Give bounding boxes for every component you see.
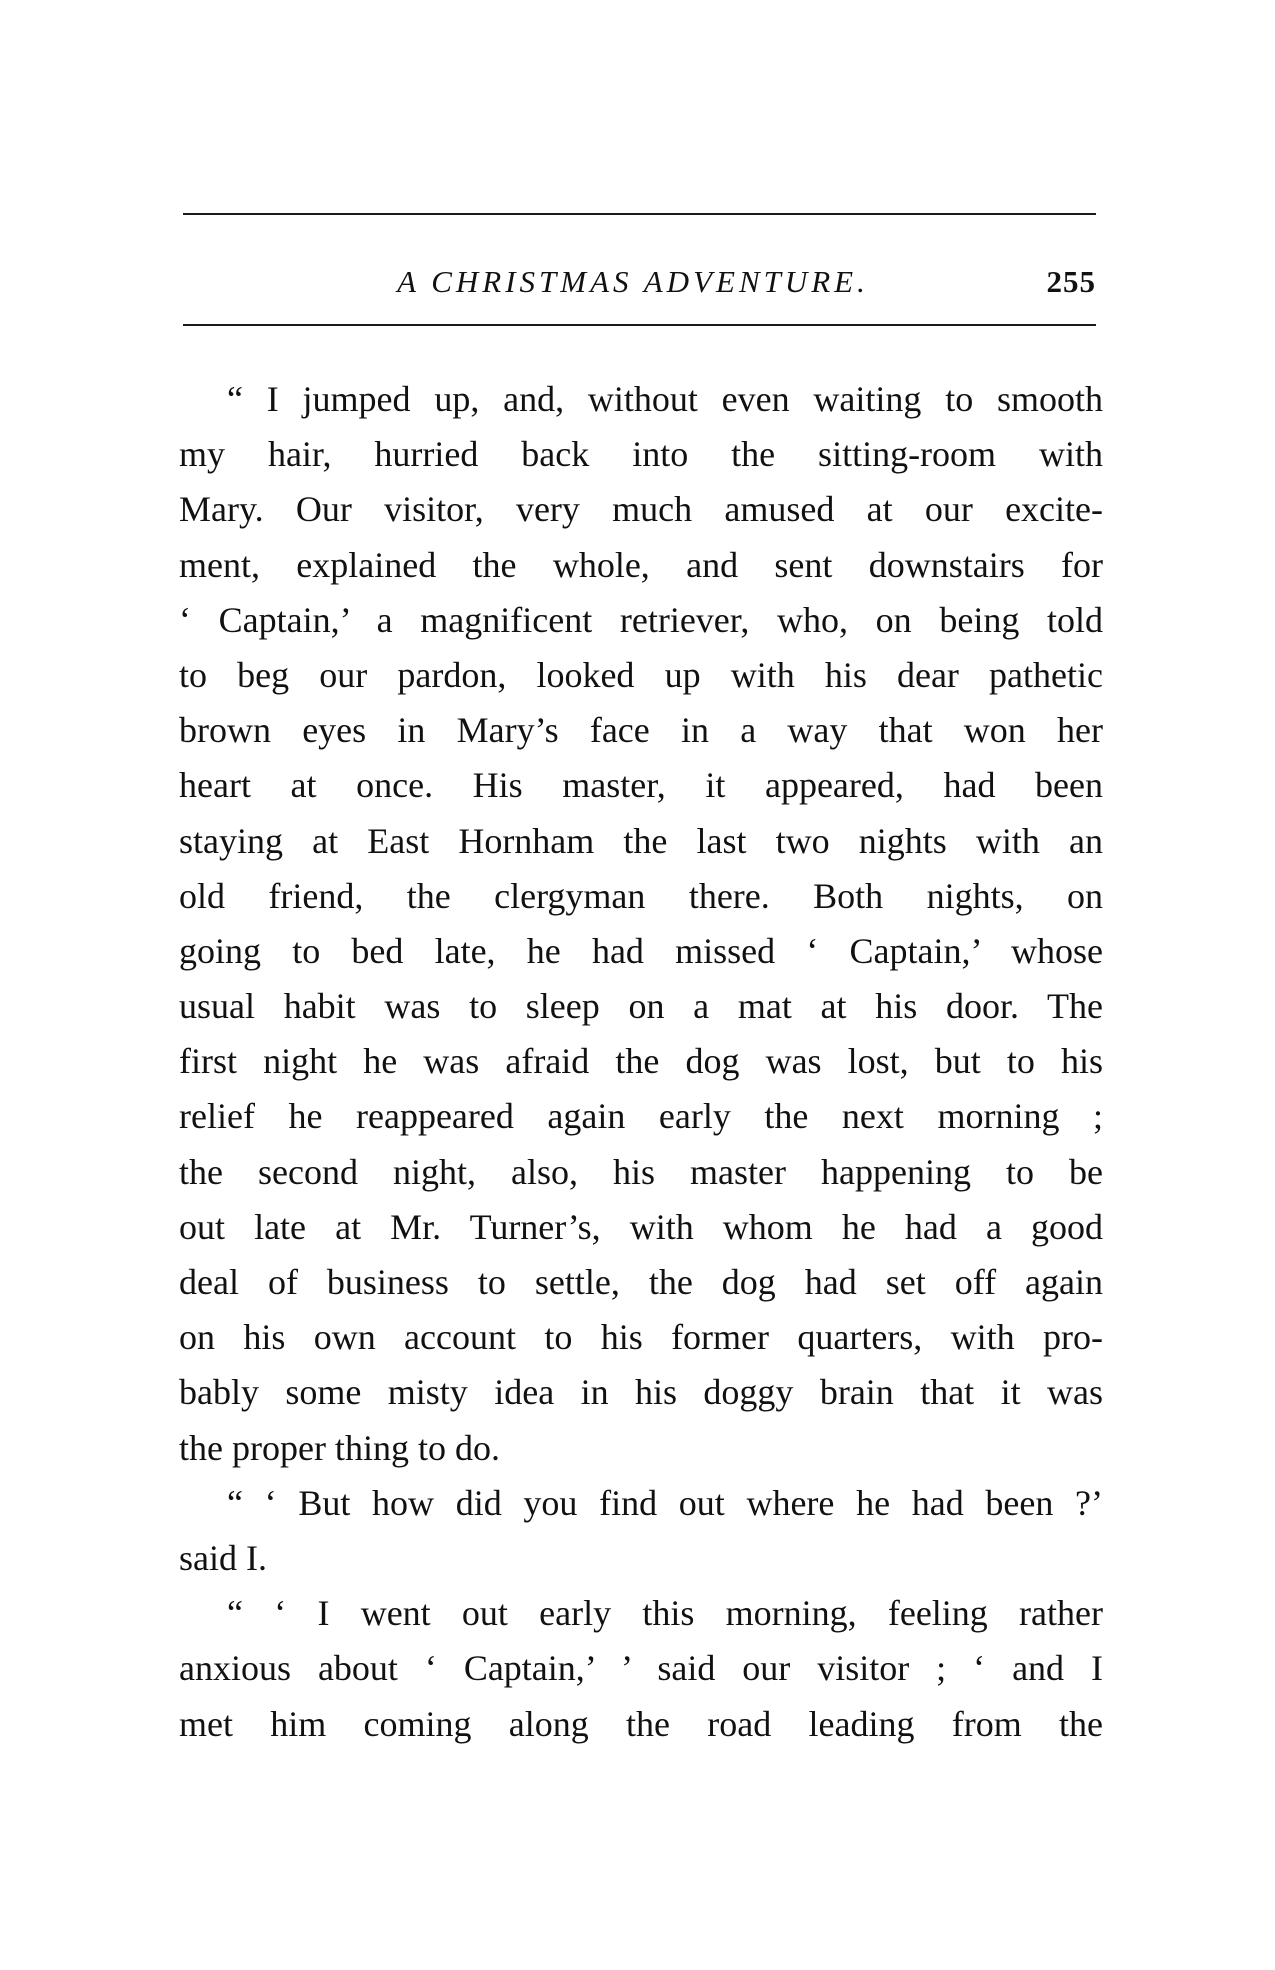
text-line: met him coming along the road leading from the bbox=[179, 1703, 1103, 1744]
text-line: said I. bbox=[179, 1537, 267, 1578]
text-line: anxious about ‘ Captain,’ ’ said our visitor ; ‘ and I bbox=[179, 1648, 1103, 1689]
text-line: “ ‘ But how did you find out where he had been ?’ bbox=[227, 1482, 1103, 1523]
text-line: first night he was afraid the dog was lost, but to his bbox=[179, 1041, 1103, 1082]
body-text bbox=[179, 372, 1103, 1752]
text-line: on his own account to his former quarters, with pro- bbox=[179, 1317, 1103, 1358]
text-line: staying at East Hornham the last two nights with an bbox=[179, 820, 1103, 861]
text-line: “ ‘ I went out early this morning, feeling rather bbox=[227, 1593, 1103, 1634]
running-header bbox=[183, 256, 1096, 306]
running-title: A CHRISTMAS ADVENTURE. bbox=[397, 264, 869, 299]
header-rule-top bbox=[183, 213, 1096, 215]
text-line: old friend, the clergyman there. Both nights, on bbox=[179, 875, 1103, 916]
text-line: “ I jumped up, and, without even waiting to smooth bbox=[227, 379, 1103, 419]
text-line: the second night, also, his master happening to be bbox=[179, 1151, 1103, 1192]
text-line: ment, explained the whole, and sent downstairs for bbox=[179, 544, 1103, 585]
text-line: brown eyes in Mary’s face in a way that won her bbox=[179, 710, 1103, 751]
text-line: Mary. Our visitor, very much amused at our excite- bbox=[179, 489, 1103, 530]
text-line: relief he reappeared again early the next morning ; bbox=[179, 1096, 1103, 1137]
text-line: usual habit was to sleep on a mat at his door. The bbox=[179, 986, 1103, 1027]
text-line: bably some misty idea in his doggy brain that it was bbox=[179, 1372, 1103, 1413]
text-line: to beg our pardon, looked up with his dear pathetic bbox=[179, 654, 1103, 695]
text-line: out late at Mr. Turner’s, with whom he had a good bbox=[179, 1206, 1103, 1247]
text-line: ‘ Captain,’ a magnificent retriever, who, on being told bbox=[179, 599, 1103, 640]
text-line: the proper thing to do. bbox=[179, 1427, 500, 1468]
text-line: deal of business to settle, the dog had set off again bbox=[179, 1262, 1103, 1302]
text-line: going to bed late, he had missed ‘ Captain,’ whose bbox=[179, 930, 1103, 971]
text-line: my hair, hurried back into the sitting-room with bbox=[179, 434, 1103, 475]
header-rule-bottom bbox=[183, 324, 1096, 326]
page-number: 255 bbox=[1046, 264, 1096, 299]
text-line: heart at once. His master, it appeared, had been bbox=[179, 765, 1103, 806]
